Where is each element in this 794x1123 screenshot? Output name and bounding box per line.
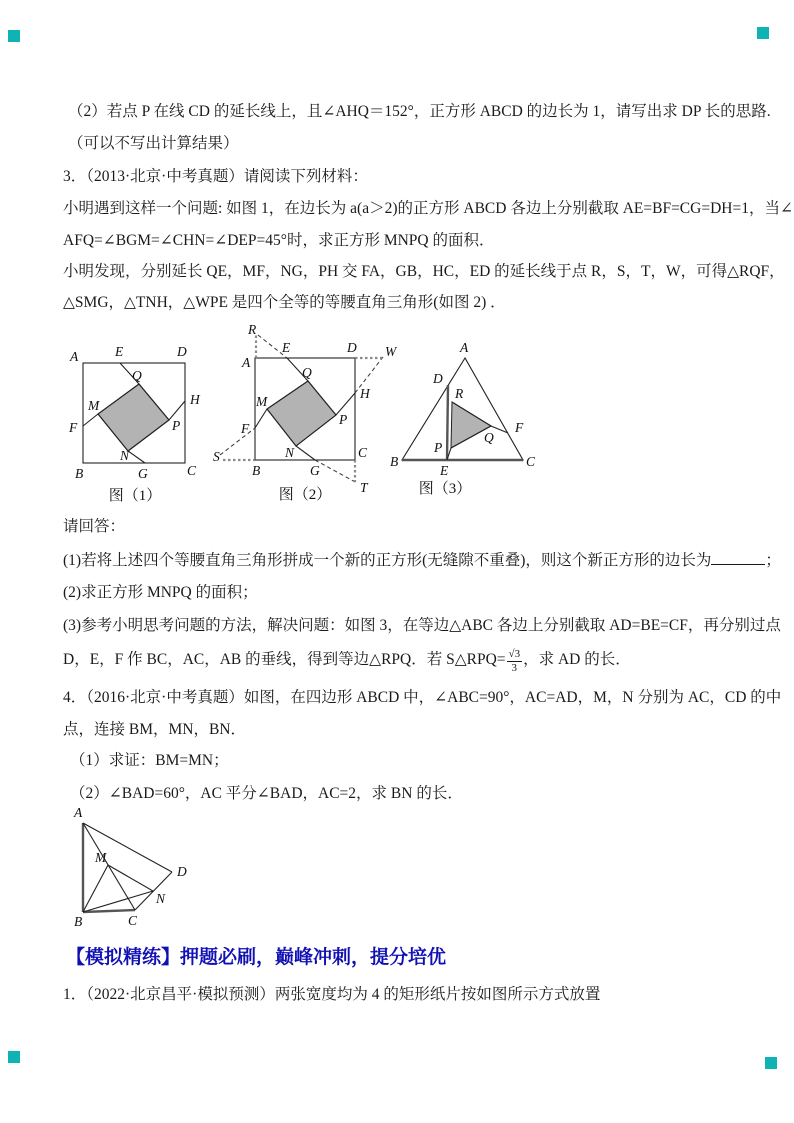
problem3-para2b: △SMG，△TNH，△WPE 是四个全等的等腰直角三角形(如图 2) ． <box>63 294 506 311</box>
fig3-line-DE <box>447 385 448 460</box>
fig2-dashed-GT <box>315 460 357 483</box>
fig1-inner-square-MNPQ <box>98 384 169 451</box>
problem3-q3b <box>63 649 631 674</box>
corner-marker-bottom-left <box>8 1051 20 1063</box>
fig4-label-C: C <box>128 913 138 928</box>
fig4-segment-BM <box>83 865 108 912</box>
fig1-label-F: F <box>69 420 78 435</box>
problem4-q2: （2）∠BAD=60°，AC 平分∠BAD，AC=2，求 BN 的长． <box>70 785 463 802</box>
fraction-sqrt3-over-3 <box>507 649 523 674</box>
problem3-ask: 请回答： <box>63 518 126 535</box>
figure-3-diagram <box>388 338 548 503</box>
problem3-q1 <box>63 550 781 571</box>
fig1-label-A: A <box>70 349 79 364</box>
figure-2-diagram <box>212 322 397 517</box>
fig2-label-S: S <box>213 449 220 464</box>
fig1-label-N: N <box>120 448 130 463</box>
fig3-label-D: D <box>433 371 443 386</box>
fig3-label-E: E <box>440 463 449 478</box>
fig4-label-B: B <box>74 914 83 929</box>
fig3-caption: 图（3） <box>418 481 472 497</box>
fig3-label-Q: Q <box>484 430 494 445</box>
figure-1-diagram <box>65 340 200 512</box>
problem3-para2a: 小明发现，分别延长 QE，MF，NG，PH 交 FA，GB，HC，ED 的延长线于点 R，S，T，W，可得△RQF， <box>63 263 785 280</box>
figure-4-diagram <box>58 803 208 933</box>
problem4-header-a: 4．（2016·北京·中考真题）如图，在四边形 ABCD 中，∠ABC=90°，AC=AD，M，N 分别为 AC，CD 的中 <box>63 689 782 706</box>
fig2-label-B: B <box>252 463 261 478</box>
fig4-edge-CD <box>135 872 172 910</box>
corner-marker-top-left <box>8 30 20 42</box>
fig4-segment-BN <box>83 891 153 912</box>
fraction-denominator: 3 <box>511 662 518 674</box>
problem2-line2: （可以不写出计算结果） <box>68 135 239 152</box>
problem3-para1a: 小明遇到这样一个问题: 如图 1，在边长为 a(a＞2)的正方形 ABCD 各边上分别截取 AE=BF=CG=DH=1，当∠ <box>63 200 793 217</box>
fig1-label-E: E <box>115 344 124 359</box>
fig2-label-A: A <box>242 355 251 370</box>
fig1-label-C: C <box>187 463 197 478</box>
fig2-label-T: T <box>360 480 368 495</box>
fig2-label-H: H <box>360 386 370 401</box>
fig2-label-D: D <box>347 340 357 355</box>
problem3-header: 3．（2013·北京·中考真题）请阅读下列材料： <box>63 168 368 185</box>
fig2-label-M: M <box>256 394 268 409</box>
fig2-caption: 图（2） <box>278 487 332 503</box>
problem4-q1: （1）求证：BM=MN； <box>70 752 229 769</box>
fig3-label-A: A <box>460 340 469 355</box>
fig2-label-Q: Q <box>302 365 312 380</box>
section-heading: 【模拟精练】押题必刷，巅峰冲刺，提分培优 <box>66 947 447 968</box>
fig4-edge-BC <box>83 910 135 912</box>
fig3-label-C: C <box>526 454 536 469</box>
fig1-label-G: G <box>138 466 148 481</box>
fig3-label-F: F <box>515 420 524 435</box>
fig2-dashed-SF <box>220 428 255 455</box>
fig3-label-B: B <box>390 454 399 469</box>
fig2-label-C: C <box>358 445 368 460</box>
problem3-para1b: AFQ=∠BGM=∠CHN=∠DEP=45°时，求正方形 MNPQ 的面积． <box>63 232 495 249</box>
fig4-label-N: N <box>156 891 166 906</box>
problem3-q2: (2)求正方形 MNPQ 的面积； <box>63 584 258 601</box>
fig1-label-P: P <box>172 418 181 433</box>
fig2-label-E: E <box>282 340 291 355</box>
fig1-label-M: M <box>88 398 100 413</box>
corner-marker-top-right <box>757 27 769 39</box>
problem3-q3b-tail: ，求 AD 的长． <box>523 651 631 668</box>
fig3-label-P: P <box>434 440 443 455</box>
fig2-inner-square-MNPQ <box>267 381 336 446</box>
fig1-label-H: H <box>190 392 200 407</box>
problem3-q1-tail: ； <box>765 552 781 569</box>
fig2-label-G: G <box>310 463 320 478</box>
fig1-label-D: D <box>177 344 187 359</box>
fig2-label-R: R <box>248 322 257 337</box>
problem4-header-b: 点，连接 BM，MN，BN． <box>63 721 247 738</box>
fraction-numerator: √3 <box>508 648 521 660</box>
fig2-label-P: P <box>339 412 348 427</box>
fig1-label-B: B <box>75 466 84 481</box>
problem3-q3b-text: D，E，F 作 BC，AC，AB 的垂线，得到等边△RPQ．若 S△RPQ= <box>63 651 506 668</box>
fig4-label-D: D <box>177 864 187 879</box>
fig4-label-A: A <box>74 805 83 820</box>
fig3-label-R: R <box>455 386 464 401</box>
corner-marker-bottom-right <box>765 1057 777 1069</box>
fig1-caption: 图（1） <box>108 488 162 504</box>
answer-blank <box>711 550 765 565</box>
problem3-q1-text: (1)若将上述四个等腰直角三角形拼成一个新的正方形(无缝隙不重叠)，则这个新正方形的边长为 <box>63 552 712 569</box>
problem3-q3a: (3)参考小明思考问题的方法，解决问题：如图 3，在等边△ABC 各边上分别截取 AD=BE=CF，再分别过点 <box>63 617 781 634</box>
fig2-label-F: F <box>241 421 250 436</box>
fig1-label-Q: Q <box>132 368 142 383</box>
mock-problem1-line: 1．（2022·北京昌平·模拟预测）两张宽度均为 4 的矩形纸片按如图所示方式放置 <box>63 986 601 1003</box>
fig4-label-M: M <box>95 850 107 865</box>
fig2-label-N: N <box>285 445 295 460</box>
problem2-line1: （2）若点 P 在线 CD 的延长线上，且∠AHQ＝152°，正方形 ABCD 的边长为 1，请写出求 DP 长的思路. <box>68 103 771 120</box>
fig2-label-W: W <box>385 344 397 359</box>
fig4-segment-MN <box>108 865 153 891</box>
